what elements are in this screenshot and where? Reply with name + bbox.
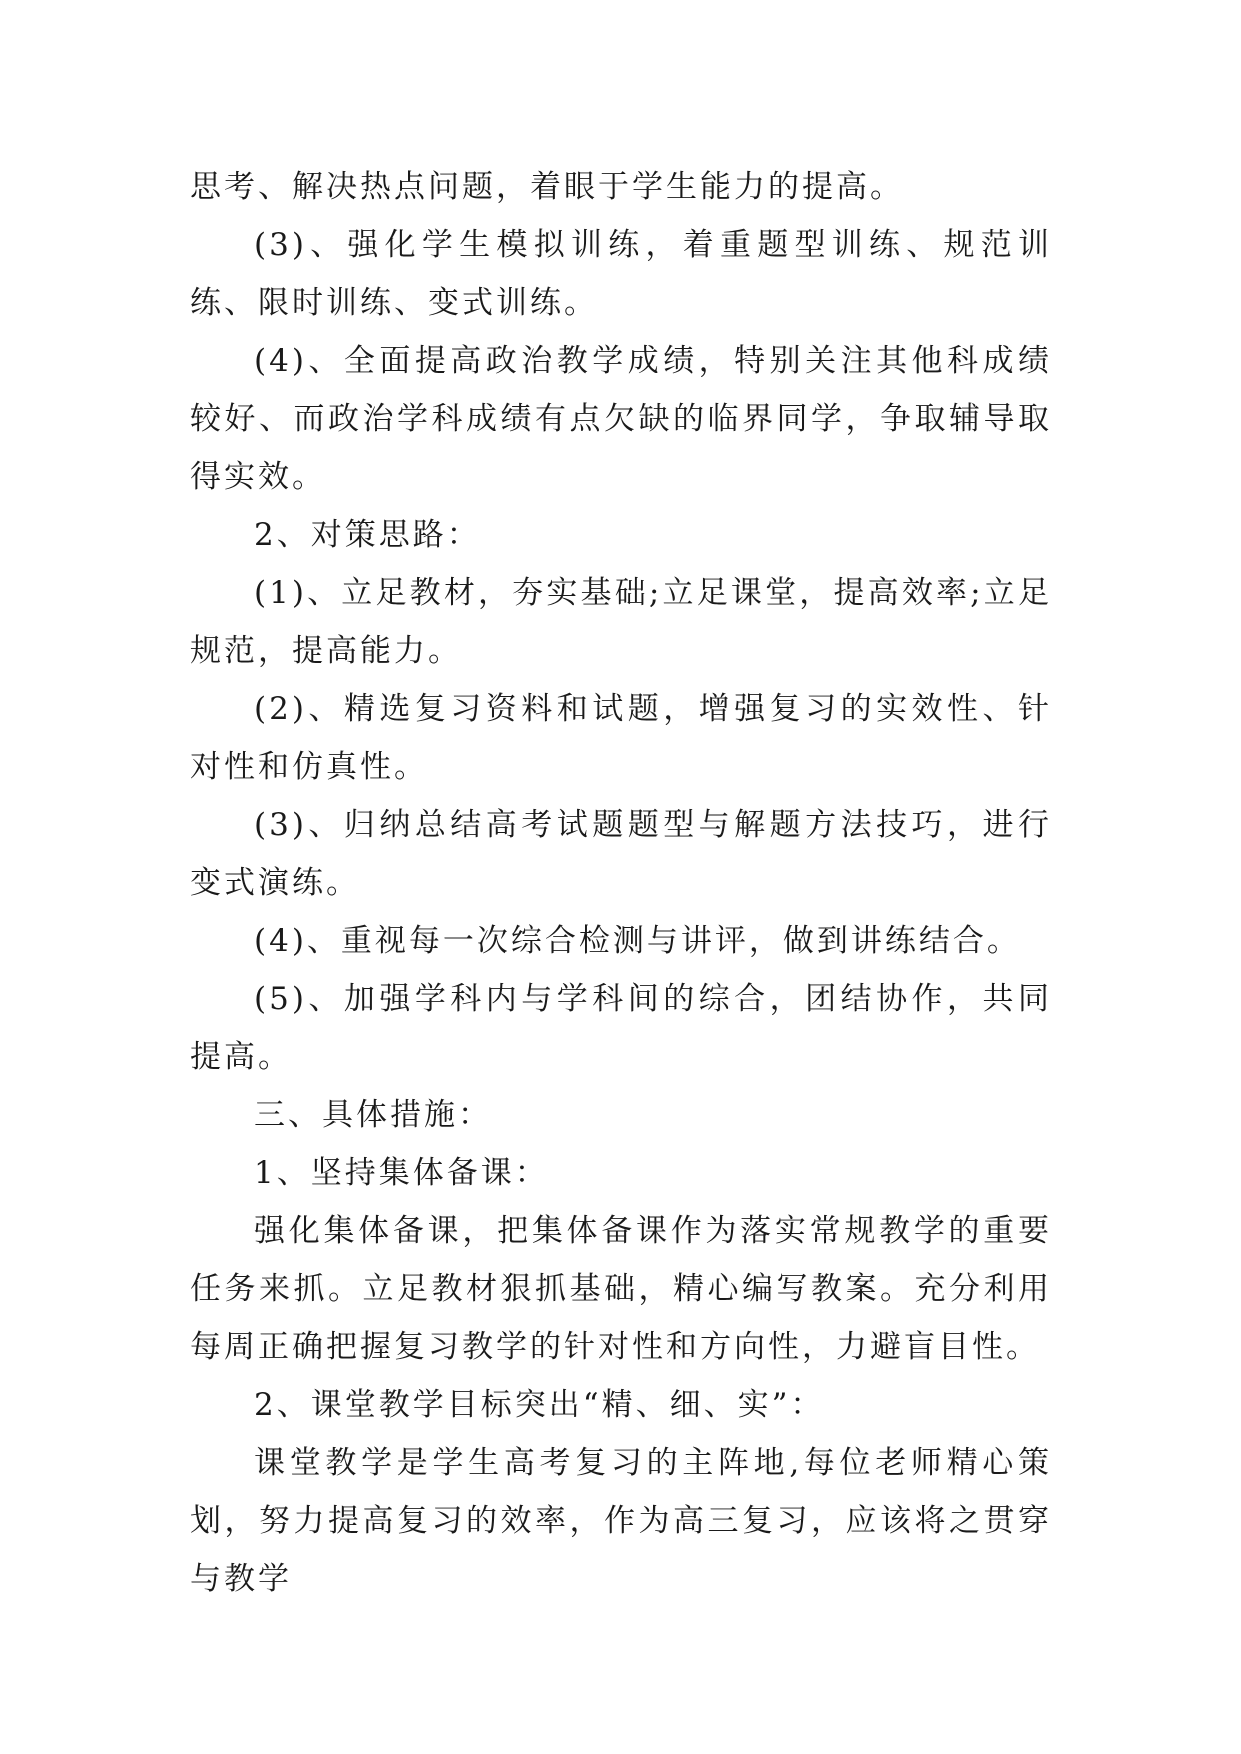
paragraph: 思考、解决热点问题，着眼于学生能力的提高。 xyxy=(190,169,904,205)
document-body xyxy=(190,158,1052,1608)
paragraph: (2)、精选复习资料和试题，增强复习的实效性、针对性和仿真性。 xyxy=(190,691,1052,785)
paragraph: 2、对策思路： xyxy=(254,517,481,553)
section-heading: 三、具体措施： xyxy=(254,1097,492,1133)
paragraph: (1)、立足教材，夯实基础;立足课堂，提高效率;立足规范，提高能力。 xyxy=(190,575,1052,669)
paragraph: (5)、加强学科内与学科间的综合，团结协作，共同提高。 xyxy=(190,981,1052,1075)
paragraph: (4)、全面提高政治教学成绩，特别关注其他科成绩较好、而政治学科成绩有点欠缺的临界同学，争取辅导取得实效。 xyxy=(190,343,1052,495)
subsection-heading: 1、坚持集体备课： xyxy=(254,1155,549,1191)
subsection-heading: 2、课堂教学目标突出“精、细、实”： xyxy=(254,1387,825,1423)
paragraph: (3)、强化学生模拟训练，着重题型训练、规范训练、限时训练、变式训练。 xyxy=(190,227,1052,321)
paragraph: 强化集体备课，把集体备课作为落实常规教学的重要任务来抓。立足教材狠抓基础，精心编写教案。充分利用每周正确把握复习教学的针对性和方向性，力避盲目性。 xyxy=(190,1213,1052,1365)
paragraph: (4)、重视每一次综合检测与讲评，做到讲练结合。 xyxy=(254,923,1021,959)
paragraph: (3)、归纳总结高考试题题型与解题方法技巧，进行变式演练。 xyxy=(190,807,1052,901)
paragraph: 课堂教学是学生高考复习的主阵地,每位老师精心策划，努力提高复习的效率，作为高三复习，应该将之贯穿与教学 xyxy=(190,1445,1052,1597)
